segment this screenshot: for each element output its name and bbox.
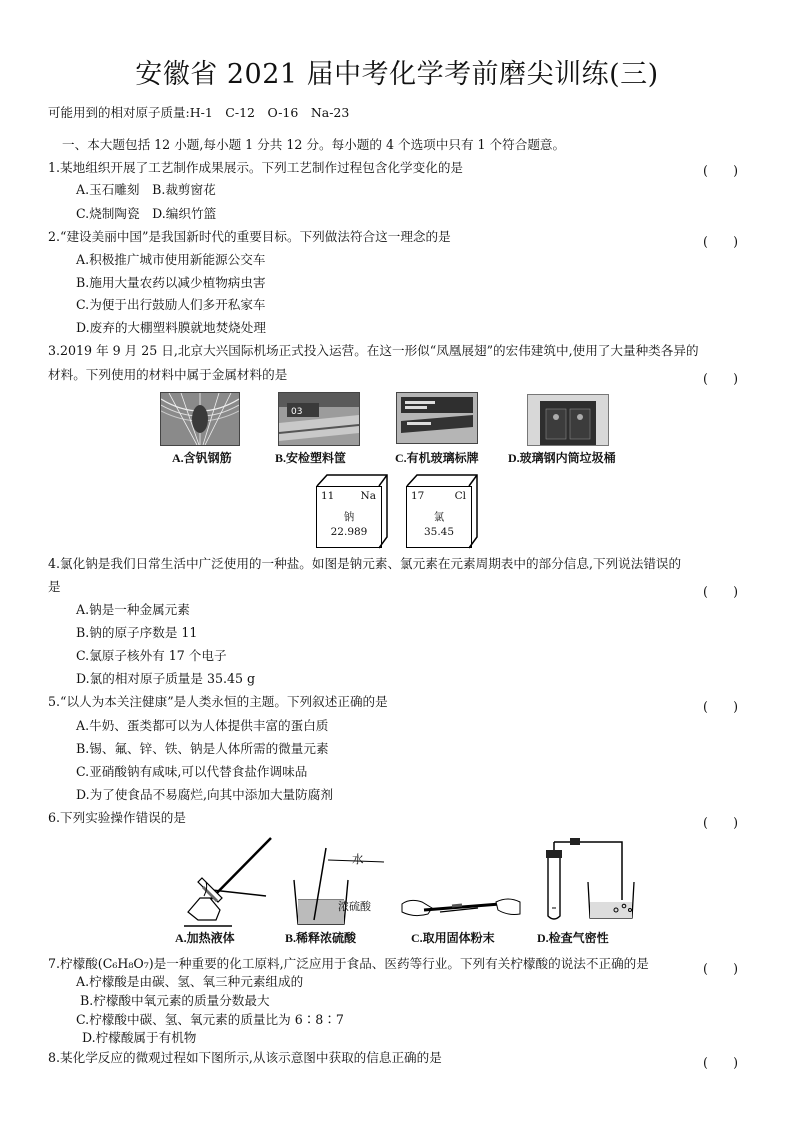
sign-number: 03 xyxy=(291,407,303,417)
q7-option-a: A.柠檬酸是由碳、氢、氧三种元素组成的 xyxy=(76,974,304,989)
q8-stem: 8.某化学反应的微观过程如下图所示,从该示意图中获取的信息正确的是 xyxy=(48,1050,442,1065)
q6-caption-c: C.取用固体粉末 xyxy=(411,931,495,945)
q1-answer-blank: ( ) xyxy=(703,163,739,178)
q1-stem: 1.某地组织开展了工艺制作成果展示。下列工艺制作过程包含化学变化的是 xyxy=(48,160,464,175)
q4-stem-line2: 是 xyxy=(48,579,61,594)
section-intro: 一、本大题包括 12 小题,每小题 1 分共 12 分。每小题的 4 个选项中只有 1 个符合题意。 xyxy=(62,137,566,152)
q4-option-a: A.钠是一种金属元素 xyxy=(76,602,190,617)
q3-caption-b: B.安检塑料筐 xyxy=(275,451,347,465)
q4-option-d: D.氯的相对原子质量是 35.45 g xyxy=(76,671,256,686)
q7-option-c: C.柠檬酸中碳、氢、氧元素的质量比为 6∶8∶7 xyxy=(76,1012,344,1027)
q2-option-c: C.为便于出行鼓励人们多开私家车 xyxy=(76,297,266,312)
q4-option-b: B.钠的原子序数是 11 xyxy=(76,625,198,640)
q6-caption-b: B.稀释浓硫酸 xyxy=(285,931,357,945)
q6-answer-blank: ( ) xyxy=(703,815,739,830)
q2-stem: 2.“建设美丽中国”是我国新时代的重要目标。下列做法符合这一理念的是 xyxy=(48,229,451,244)
q8-answer-blank: ( ) xyxy=(703,1055,739,1070)
q5-option-a: A.牛奶、蛋类都可以为人体提供丰富的蛋白质 xyxy=(76,718,329,733)
trash-bin-photo xyxy=(527,394,609,446)
q4-answer-blank: ( ) xyxy=(703,584,739,599)
q3-stem-line2: 材料。下列使用的材料中属于金属材料的是 xyxy=(48,367,288,382)
q5-option-b: B.锡、氟、锌、铁、钠是人体所需的微量元素 xyxy=(76,741,329,756)
q6-caption-d: D.检查气密性 xyxy=(537,931,609,945)
q2-option-d: D.废弃的大棚塑料膜就地焚烧处理 xyxy=(76,320,266,335)
q6-stem: 6.下列实验操作错误的是 xyxy=(48,810,186,825)
cl-mass: 35.45 xyxy=(423,526,455,538)
q6-caption-a: A.加热液体 xyxy=(175,931,235,945)
airtightness-diagram xyxy=(540,836,640,926)
q4-option-c: C.氯原子核外有 17 个电子 xyxy=(76,648,227,663)
cl-symbol: Cl xyxy=(454,490,466,502)
q1-options-row2: C.烧制陶瓷 D.编织竹篮 xyxy=(76,206,217,221)
page-title: 安徽省 2021 届中考化学考前磨尖训练(三) xyxy=(135,59,659,90)
na-name: 钠 xyxy=(343,511,355,523)
q3-caption-d: D.玻璃钢内筒垃圾桶 xyxy=(508,451,616,465)
q5-option-c: C.亚硝酸钠有咸味,可以代替食盐作调味品 xyxy=(76,764,308,779)
q7-answer-blank: ( ) xyxy=(703,961,739,976)
q5-stem: 5.“以人为本关注健康”是人类永恒的主题。下列叙述正确的是 xyxy=(48,694,388,709)
q1-options-row1: A.玉石雕刻 B.裁剪窗花 xyxy=(76,182,216,197)
q7-stem: 7.柠檬酸(C₆H₈O₇)是一种重要的化工原料,广泛应用于食品、医药等行业。下列有关柠檬酸的说法不正确的是 xyxy=(48,956,649,971)
q5-option-d: D.为了使食品不易腐烂,向其中添加大量防腐剂 xyxy=(76,787,333,802)
q3-stem-line1: 3.2019 年 9 月 25 日,北京大兴国际机场正式投入运营。在这一形似“凤凰展翅”的宏伟建筑中,使用了大量种类各异的 xyxy=(48,343,699,358)
plastic-basket-photo xyxy=(278,392,360,446)
glass-sign-photo xyxy=(396,392,478,444)
q3-answer-blank: ( ) xyxy=(703,371,739,386)
q2-option-a: A.积极推广城市使用新能源公交车 xyxy=(76,252,266,267)
cl-name: 氯 xyxy=(433,511,445,523)
q7-option-b: B.柠檬酸中氧元素的质量分数最大 xyxy=(80,993,270,1008)
q7-option-d: D.柠檬酸属于有机物 xyxy=(82,1030,197,1045)
q4-stem-line1: 4.氯化钠是我们日常生活中广泛使用的一种盐。如图是钠元素、氯元素在元素周期表中的部分信息,下列说法错误的 xyxy=(48,556,682,571)
atomic-masses-note: 可能用到的相对原子质量:H-1 C-12 O-16 Na-23 xyxy=(48,105,350,120)
na-symbol: Na xyxy=(360,490,376,502)
na-atomic-number: 11 xyxy=(321,490,335,502)
cl-atomic-number: 17 xyxy=(411,490,425,502)
steel-rebar-photo xyxy=(160,392,240,446)
q5-answer-blank: ( ) xyxy=(703,699,739,714)
powder-diagram xyxy=(400,890,522,926)
q2-answer-blank: ( ) xyxy=(703,234,739,249)
q3-caption-a: A.含钒钢筋 xyxy=(172,451,232,465)
water-label: 水 xyxy=(352,852,364,866)
q2-option-b: B.施用大量农药以减少植物病虫害 xyxy=(76,275,266,290)
acid-label: 浓硫酸 xyxy=(338,900,371,913)
na-mass: 22.989 xyxy=(330,526,368,538)
heating-liquid-diagram xyxy=(176,834,276,930)
q3-caption-c: C.有机玻璃标牌 xyxy=(395,451,479,465)
